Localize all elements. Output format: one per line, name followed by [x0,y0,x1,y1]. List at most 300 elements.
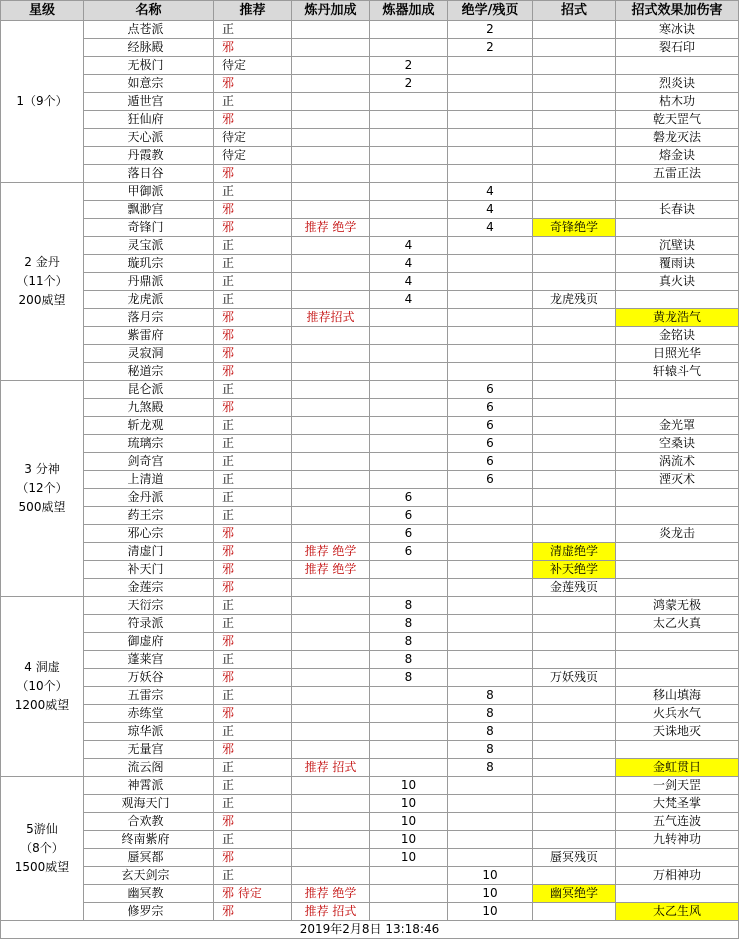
sect-name: 璇玑宗 [84,255,214,273]
alchemy-bonus: 10 [370,777,448,795]
recommend-note [292,777,370,795]
table-row [1,849,739,867]
sect-alignment: 邪 [214,813,292,831]
recommend-note [292,39,370,57]
alchemy-bonus [370,561,448,579]
alchemy-bonus [370,759,448,777]
unique-skill [533,777,616,795]
alchemy-bonus [370,183,448,201]
table-row [1,327,739,345]
alchemy-bonus [370,147,448,165]
unique-skill [533,615,616,633]
recommend-note [292,795,370,813]
sect-name: 经脉殿 [84,39,214,57]
move-name: 炎龙击 [616,525,739,543]
header-row [1,1,739,21]
table-row [1,723,739,741]
recommend-note [292,651,370,669]
move-name [616,489,739,507]
sect-name: 观海天门 [84,795,214,813]
alchemy-bonus: 6 [370,525,448,543]
sect-name: 清虚门 [84,543,214,561]
footer-row [1,921,739,939]
forging-bonus: 2 [448,21,533,39]
alchemy-bonus: 10 [370,795,448,813]
forging-bonus: 6 [448,471,533,489]
sect-name: 修罗宗 [84,903,214,921]
sect-alignment: 正 [214,381,292,399]
sect-name: 甲御派 [84,183,214,201]
sect-alignment: 正 [214,489,292,507]
sect-alignment: 正 [214,831,292,849]
forging-bonus [448,93,533,111]
recommend-note [292,75,370,93]
move-name [616,633,739,651]
recommend-note [292,201,370,219]
header-recommend: 推荐 [214,1,292,21]
unique-skill [533,237,616,255]
sect-name: 遁世宫 [84,93,214,111]
sect-name: 御虚府 [84,633,214,651]
table-row [1,795,739,813]
forging-bonus: 8 [448,723,533,741]
alchemy-bonus [370,327,448,345]
alchemy-bonus: 4 [370,237,448,255]
move-name [616,183,739,201]
sect-alignment: 邪 [214,399,292,417]
unique-skill: 万妖残页 [533,669,616,687]
alchemy-bonus [370,111,448,129]
sect-alignment: 邪 [214,309,292,327]
sect-name: 幽冥教 [84,885,214,903]
sect-name: 琉璃宗 [84,435,214,453]
recommend-note: 推荐 招式 [292,759,370,777]
sect-alignment: 正 [214,507,292,525]
sect-name: 落月宗 [84,309,214,327]
star-level-line: 1200威望 [14,698,70,712]
star-level-cell [1,183,84,381]
star-level-line: 4 洞虚 [24,660,60,674]
alchemy-bonus: 6 [370,489,448,507]
sect-name: 狂仙府 [84,111,214,129]
move-name: 黄龙浩气 [616,309,739,327]
alchemy-bonus: 10 [370,831,448,849]
recommend-note [292,345,370,363]
unique-skill [533,345,616,363]
sect-alignment: 邪 [214,561,292,579]
star-level-line: 1500威望 [14,860,70,874]
move-name: 太乙火真 [616,615,739,633]
move-name [616,507,739,525]
unique-skill: 蜃冥残页 [533,849,616,867]
unique-skill: 龙虎残页 [533,291,616,309]
sect-name: 斩龙观 [84,417,214,435]
move-name [616,741,739,759]
recommend-note [292,291,370,309]
forging-bonus: 6 [448,417,533,435]
forging-bonus [448,795,533,813]
alchemy-bonus: 6 [370,507,448,525]
sect-alignment: 邪 [214,75,292,93]
forging-bonus: 8 [448,687,533,705]
alchemy-bonus [370,705,448,723]
table-row [1,633,739,651]
header-name: 名称 [84,1,214,21]
unique-skill [533,795,616,813]
recommend-note [292,597,370,615]
move-name [616,399,739,417]
move-name: 金光罩 [616,417,739,435]
unique-skill [533,453,616,471]
table-row [1,219,739,237]
recommend-note [292,615,370,633]
move-name [616,543,739,561]
table-row [1,885,739,903]
forging-bonus [448,147,533,165]
sect-alignment: 正 [214,867,292,885]
forging-bonus: 6 [448,399,533,417]
sect-alignment: 正 [214,417,292,435]
forging-bonus [448,75,533,93]
star-level-line: （8个） [20,841,64,855]
move-name: 一剑天罡 [616,777,739,795]
recommend-note [292,489,370,507]
move-name: 乾天罡气 [616,111,739,129]
recommend-note [292,147,370,165]
recommend-note [292,111,370,129]
alchemy-bonus: 4 [370,291,448,309]
table-row [1,363,739,381]
move-name: 九转神功 [616,831,739,849]
forging-bonus: 6 [448,381,533,399]
sect-alignment: 邪 待定 [214,885,292,903]
header-move-effect: 招式效果加伤害 [616,1,739,21]
unique-skill [533,57,616,75]
sect-name: 符录派 [84,615,214,633]
table-row [1,273,739,291]
sect-alignment: 邪 [214,579,292,597]
table-row [1,147,739,165]
unique-skill [533,903,616,921]
sect-alignment: 待定 [214,147,292,165]
unique-skill [533,489,616,507]
forging-bonus [448,345,533,363]
sect-alignment: 正 [214,183,292,201]
recommend-note: 推荐 绝学 [292,219,370,237]
table-row [1,777,739,795]
recommend-note [292,57,370,75]
alchemy-bonus: 4 [370,273,448,291]
recommend-note [292,525,370,543]
move-name: 寒冰诀 [616,21,739,39]
unique-skill [533,183,616,201]
unique-skill [533,705,616,723]
table-row [1,75,739,93]
header-move: 招式 [533,1,616,21]
move-name [616,561,739,579]
recommend-note: 推荐招式 [292,309,370,327]
alchemy-bonus [370,741,448,759]
sect-name: 落日谷 [84,165,214,183]
sect-alignment: 邪 [214,219,292,237]
table-row [1,291,739,309]
star-level-line: 2 金丹 [24,255,60,269]
move-name: 五气连波 [616,813,739,831]
recommend-note [292,273,370,291]
sect-name: 丹霞教 [84,147,214,165]
recommend-note [292,453,370,471]
sect-name: 神霄派 [84,777,214,795]
star-level-cell [1,21,84,183]
recommend-note [292,129,370,147]
sect-alignment: 邪 [214,201,292,219]
alchemy-bonus [370,93,448,111]
alchemy-bonus [370,219,448,237]
recommend-note: 推荐 招式 [292,903,370,921]
forging-bonus [448,525,533,543]
sect-name: 天衍宗 [84,597,214,615]
alchemy-bonus [370,867,448,885]
forging-bonus [448,237,533,255]
move-name: 空桑诀 [616,435,739,453]
table-row [1,165,739,183]
star-level-cell [1,597,84,777]
move-name: 磐龙灭法 [616,129,739,147]
sect-name: 蜃冥都 [84,849,214,867]
sect-name: 赤练堂 [84,705,214,723]
move-name: 枯木功 [616,93,739,111]
recommend-note [292,255,370,273]
table-row [1,201,739,219]
sect-name: 丹鼎派 [84,273,214,291]
forging-bonus: 4 [448,183,533,201]
unique-skill [533,741,616,759]
recommend-note [292,21,370,39]
sect-name: 金丹派 [84,489,214,507]
forging-bonus [448,543,533,561]
forging-bonus [448,57,533,75]
recommend-note [292,363,370,381]
table-row [1,561,739,579]
forging-bonus: 10 [448,867,533,885]
alchemy-bonus [370,885,448,903]
table-row [1,255,739,273]
alchemy-bonus: 8 [370,615,448,633]
recommend-note [292,399,370,417]
forging-bonus: 8 [448,759,533,777]
star-level-line: 1（9个） [16,94,68,108]
move-name [616,381,739,399]
move-name [616,669,739,687]
alchemy-bonus: 4 [370,255,448,273]
move-name [616,849,739,867]
sect-name: 蓬莱宫 [84,651,214,669]
recommend-note [292,165,370,183]
move-name: 烈炎诀 [616,75,739,93]
move-name: 太乙生风 [616,903,739,921]
unique-skill [533,93,616,111]
move-name: 火兵水气 [616,705,739,723]
table-row [1,525,739,543]
sect-alignment: 邪 [214,363,292,381]
sect-alignment: 正 [214,255,292,273]
table-row [1,93,739,111]
unique-skill [533,309,616,327]
move-name: 轩辕斗气 [616,363,739,381]
table-row [1,345,739,363]
header-star-level: 星级 [1,1,84,21]
unique-skill: 金莲残页 [533,579,616,597]
sect-alignment: 正 [214,435,292,453]
sect-name: 九煞殿 [84,399,214,417]
move-name: 涡流术 [616,453,739,471]
star-level-line: （11个） [16,274,68,288]
forging-bonus [448,165,533,183]
alchemy-bonus [370,453,448,471]
alchemy-bonus [370,723,448,741]
alchemy-bonus: 8 [370,669,448,687]
star-level-cell [1,777,84,921]
forging-bonus [448,849,533,867]
sect-name: 玄天剑宗 [84,867,214,885]
sect-alignment: 待定 [214,57,292,75]
alchemy-bonus [370,129,448,147]
sect-name: 奇锋门 [84,219,214,237]
header-unique-skill: 绝学/残页 [448,1,533,21]
table-row [1,669,739,687]
sect-alignment: 正 [214,759,292,777]
unique-skill [533,525,616,543]
forging-bonus [448,489,533,507]
recommend-note [292,183,370,201]
sect-name: 飘渺宫 [84,201,214,219]
unique-skill [533,651,616,669]
sect-name: 琼华派 [84,723,214,741]
recommend-note: 推荐 绝学 [292,885,370,903]
unique-skill [533,201,616,219]
recommend-note: 推荐 绝学 [292,543,370,561]
forging-bonus [448,327,533,345]
sect-alignment: 邪 [214,525,292,543]
alchemy-bonus [370,345,448,363]
forging-bonus [448,669,533,687]
sect-name: 灵宝派 [84,237,214,255]
sect-name: 万妖谷 [84,669,214,687]
recommend-note [292,741,370,759]
sect-alignment: 正 [214,291,292,309]
sect-name: 上清道 [84,471,214,489]
unique-skill [533,129,616,147]
sect-name: 无量宫 [84,741,214,759]
recommend-note [292,471,370,489]
sect-alignment: 正 [214,777,292,795]
unique-skill [533,273,616,291]
recommend-note [292,381,370,399]
move-name: 裂石印 [616,39,739,57]
move-name: 金虹贯日 [616,759,739,777]
unique-skill: 清虚绝学 [533,543,616,561]
forging-bonus: 10 [448,903,533,921]
unique-skill [533,399,616,417]
sect-alignment: 邪 [214,327,292,345]
forging-bonus [448,129,533,147]
alchemy-bonus [370,399,448,417]
sect-alignment: 正 [214,453,292,471]
forging-bonus [448,255,533,273]
alchemy-bonus [370,417,448,435]
recommend-note [292,633,370,651]
unique-skill [533,507,616,525]
sect-name: 剑奇宫 [84,453,214,471]
forging-bonus [448,777,533,795]
recommend-note [292,435,370,453]
recommend-note [292,723,370,741]
sect-name: 昆仑派 [84,381,214,399]
unique-skill [533,363,616,381]
move-name: 覆雨诀 [616,255,739,273]
unique-skill [533,435,616,453]
table-row [1,111,739,129]
unique-skill: 奇锋绝学 [533,219,616,237]
sect-alignment: 正 [214,615,292,633]
sect-alignment: 邪 [214,903,292,921]
sect-name: 无极门 [84,57,214,75]
recommend-note [292,867,370,885]
forging-bonus [448,831,533,849]
alchemy-bonus: 2 [370,57,448,75]
forging-bonus: 4 [448,201,533,219]
star-level-line: 500威望 [18,500,66,514]
alchemy-bonus [370,363,448,381]
move-name: 天诛地灭 [616,723,739,741]
forging-bonus [448,291,533,309]
recommend-note [292,327,370,345]
table-row [1,57,739,75]
recommend-note [292,579,370,597]
table-row [1,471,739,489]
table-row [1,651,739,669]
move-name: 金铭诀 [616,327,739,345]
move-name: 湮灭术 [616,471,739,489]
forging-bonus [448,597,533,615]
sect-alignment: 邪 [214,669,292,687]
move-name: 移山填海 [616,687,739,705]
unique-skill [533,633,616,651]
table-row [1,831,739,849]
table-row [1,813,739,831]
sect-alignment: 正 [214,93,292,111]
sect-name: 点苍派 [84,21,214,39]
forging-bonus [448,363,533,381]
alchemy-bonus [370,903,448,921]
table-row [1,183,739,201]
table-row [1,309,739,327]
table-row [1,687,739,705]
alchemy-bonus [370,201,448,219]
table-row [1,237,739,255]
forging-bonus: 10 [448,885,533,903]
forging-bonus [448,507,533,525]
sect-alignment: 正 [214,795,292,813]
alchemy-bonus [370,309,448,327]
unique-skill: 补天绝学 [533,561,616,579]
sect-name: 终南紫府 [84,831,214,849]
table-row [1,39,739,57]
table-row [1,435,739,453]
table-row [1,399,739,417]
table-row [1,417,739,435]
table-row [1,741,739,759]
